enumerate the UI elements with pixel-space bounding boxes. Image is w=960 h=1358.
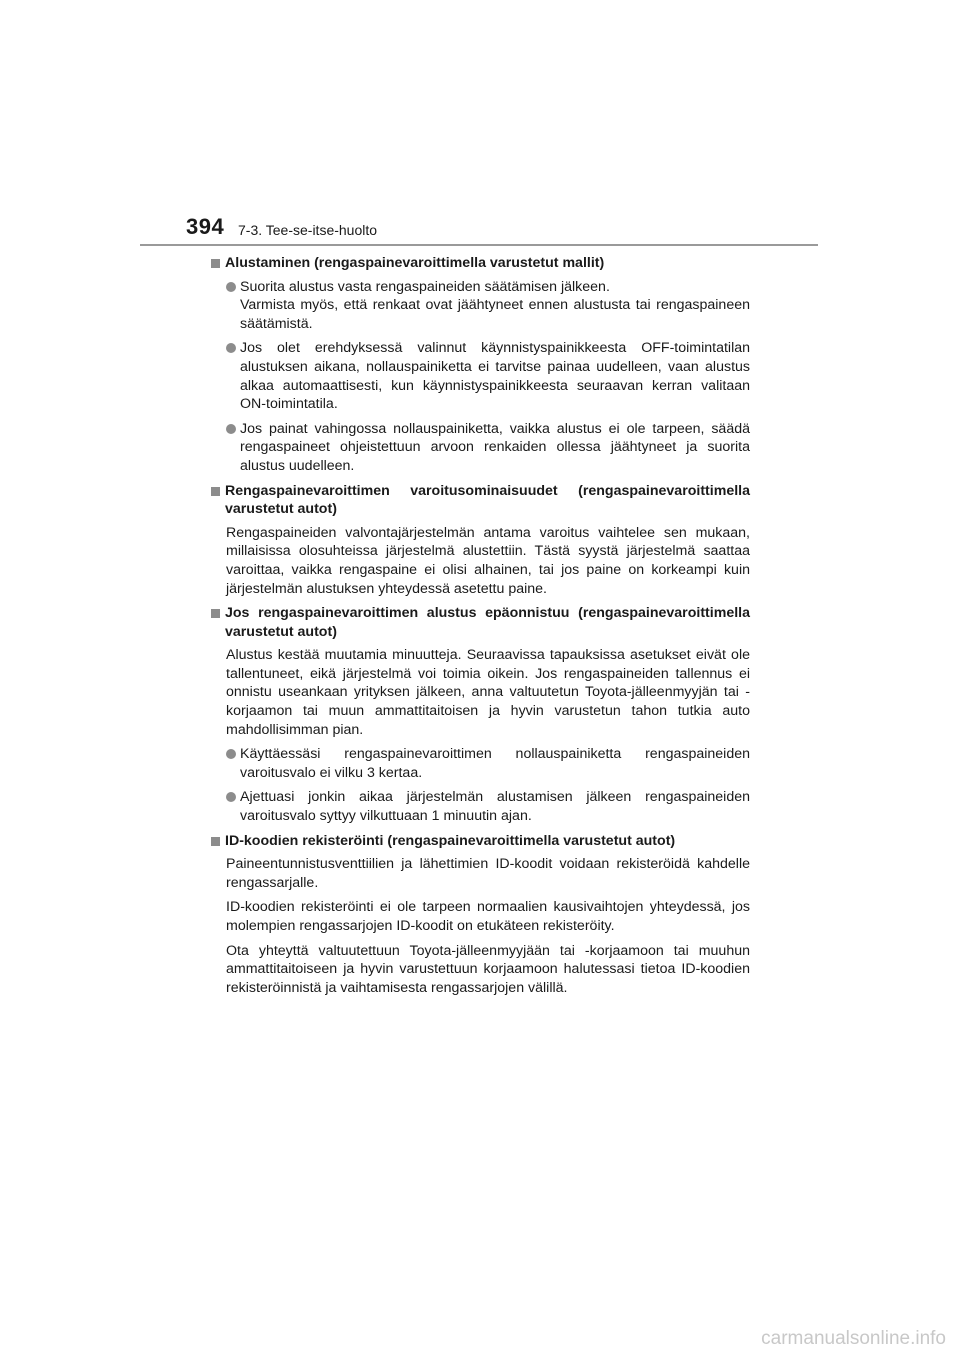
round-bullet-icon — [226, 792, 236, 802]
paragraph: Ota yhteyttä valtuutettuun Toyota-jälleenmyyjään tai -korjaamoon tai muuhun ammattitaitoiseen ja hyvin varustettuun korjaamoon halutessasi tietoa ID-koodien rekisteröinnistä ja vaihtamisesta rengassarjojen välillä. — [226, 942, 750, 996]
heading-text: ID-koodien rekisteröinti (rengaspainevaroittimella varustetut autot) — [225, 832, 676, 849]
section-heading-initialization — [210, 254, 750, 273]
square-bullet-icon — [211, 259, 220, 268]
square-bullet-icon — [211, 609, 220, 618]
paragraph: Rengaspaineiden valvontajärjestelmän antama varoitus vaihtelee sen mukaan, millaisissa olosuhteissa järjestelmä alustettiin. Tästä syystä järjestelmä saattaa varoittaa, vaikka rengaspaine ei olisi alhainen, tai jos paine on korkeampi kuin järjestelmän alustuksen yhteydessä asetettu paine. — [226, 524, 750, 597]
section-title: 7-3. Tee-se-itse-huolto — [238, 222, 378, 238]
list-item — [226, 339, 750, 413]
page-content — [210, 254, 750, 1003]
section-heading-warning-features — [210, 482, 750, 519]
heading-text: Alustaminen (rengaspainevaroittimella varustetut mallit) — [225, 255, 605, 271]
section-heading-id-registration — [210, 832, 750, 851]
list-item — [226, 278, 750, 334]
heading-text: Rengaspainevaroittimen varoitusominaisuudet (rengaspainevaroittimella varustetut autot) — [225, 482, 750, 518]
square-bullet-icon — [211, 487, 220, 496]
paragraph: ID-koodien rekisteröinti ei ole tarpeen normaalien kausivaihtojen yhteydessä, jos molempien rengassarjojen ID-koodit on etukäteen rekisteröity. — [226, 899, 750, 934]
round-bullet-icon — [226, 343, 236, 353]
round-bullet-icon — [226, 282, 236, 292]
paragraph: Alustus kestää muutamia minuutteja. Seuraavissa tapauksissa asetukset eivät ole tallentuneet, eikä järjestelmä voi toimia oikein. Jos rengaspaineiden tallennus ei onnistu useankaan yrityksen jälkeen, anna valtuutetun Toyota-jälleenmyyjän tai -korjaamon tai muun ammattitaitoisen ja hyvin varustetun tahon tutkia auto mahdollisimman pian. — [226, 647, 750, 738]
watermark: carmanualsonline.info — [761, 1328, 946, 1349]
list-item — [226, 420, 750, 476]
bullet-text: Käyttäessäsi rengaspainevaroittimen nollauspainiketta rengaspaineiden varoitusvalo ei vilku 3 kertaa. — [240, 746, 750, 781]
round-bullet-icon — [226, 749, 236, 759]
round-bullet-icon — [226, 424, 236, 434]
page-number: 394 — [186, 214, 225, 239]
bullet-continuation: Varmista myös, että renkaat ovat jäähtyneet ennen alustusta tai rengaspaineen säätämistä. — [240, 297, 750, 332]
bullet-text: Jos olet erehdyksessä valinnut käynnistyspainikkeesta OFF-toimintatilan alustuksen aikana, nollauspainiketta ei tarvitse painaa uudelleen, vaan alustus alkaa automaattisesti, kun käynnistyspainikkeesta seuraavan kerran valitaan ON-toimintatila. — [240, 340, 750, 413]
bullet-text: Ajettuasi jonkin aikaa järjestelmän alustamisen jälkeen rengaspaineiden varoitusvalo syttyy vilkuttuaan 1 minuutin ajan. — [240, 789, 750, 825]
bullet-text: Suorita alustus vasta rengaspaineiden säätämisen jälkeen. — [240, 278, 610, 295]
header-divider — [140, 244, 818, 246]
list-item — [226, 788, 750, 825]
paragraph: Paineentunnistusventtiilien ja lähettimien ID-koodit voidaan rekisteröidä kahdelle rengassarjalle. — [226, 856, 750, 891]
section-heading-initialization-failure — [210, 604, 750, 641]
list-item — [226, 745, 750, 782]
bullet-text: Jos painat vahingossa nollauspainiketta, vaikka alustus ei ole tarpeen, säädä rengaspaineet ohjeistettuun arvoon renkaiden ollessa jäähtyneet ja suorita alustus uudelleen. — [240, 420, 750, 474]
heading-text: Jos rengaspainevaroittimen alustus epäonnistuu (rengaspainevaroittimella varustetut autot) — [225, 605, 750, 640]
square-bullet-icon — [211, 837, 220, 846]
